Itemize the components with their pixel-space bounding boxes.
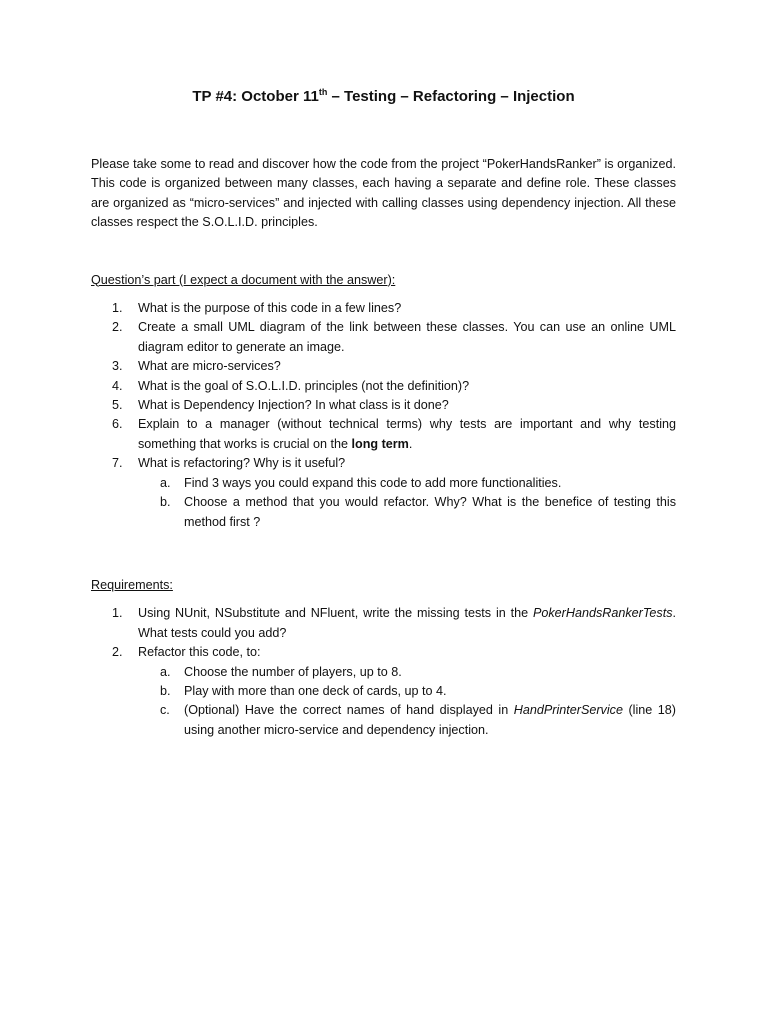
list-item-text: Using NUnit, NSubstitute and NFluent, write the missing tests in the (138, 606, 533, 621)
list-item-text: What is the goal of S.O.L.I.D. principles (not the definition)? (138, 378, 470, 393)
list-item (91, 396, 676, 415)
sub-list-item-text: Choose a method that you would refactor. Why? What is the benefice of testing this method first ? (184, 495, 676, 529)
requirements-list (91, 604, 676, 740)
list-item (91, 604, 676, 643)
questions-list (91, 299, 676, 532)
list-item-text: What are micro-services? (138, 359, 281, 374)
sub-list (138, 474, 676, 532)
sub-list-item (138, 663, 676, 682)
list-item (91, 357, 676, 376)
title-suffix: – Testing – Refactoring – Injection (327, 88, 575, 105)
list-number: 4. (112, 378, 123, 393)
emphasis-long-term: long term (351, 436, 409, 451)
sub-list-item (138, 682, 676, 701)
sub-list-item-text: Play with more than one deck of cards, up to 4. (184, 683, 447, 698)
sub-list-letter: a. (160, 475, 171, 490)
list-number: 5. (112, 398, 123, 413)
requirements-heading: Requirements: (91, 577, 173, 592)
sub-list-item-text: Find 3 ways you could expand this code to add more functionalities. (184, 475, 562, 490)
list-item-text: Refactor this code, to: (138, 645, 261, 660)
class-name-tests: PokerHandsRankerTests (532, 606, 673, 621)
sub-list-letter: b. (160, 495, 171, 510)
list-number: 7. (112, 456, 123, 471)
list-number: 3. (112, 359, 123, 374)
list-item (91, 318, 676, 357)
list-item-text: What is the purpose of this code in a few lines? (138, 301, 402, 316)
list-item (91, 377, 676, 396)
list-item (91, 643, 676, 740)
list-item-text: What is Dependency Injection? In what class is it done? (138, 398, 449, 413)
document-page (91, 86, 676, 740)
sub-list-item (138, 493, 676, 532)
intro-paragraph: Please take some to read and discover how the code from the project “PokerHandsRanker” is organized. This code is organized between many classes, each having a separate and define role. These classes are organized as “micro-services” and injected with calling classes using dependency injection. All these classes respect the S.O.L.I.D. principles. (91, 157, 676, 230)
list-item-text: Explain to a manager (without technical terms) why tests are important and why testing something that works is crucial on the (138, 417, 676, 451)
sub-list-item-text: (Optional) Have the correct names of hand displayed in (184, 703, 514, 718)
list-item (91, 299, 676, 318)
document-title (91, 86, 676, 108)
title-superscript: th (318, 87, 328, 97)
list-item-text: What is refactoring? Why is it useful? (138, 456, 346, 471)
sub-list-letter: c. (160, 703, 170, 718)
sub-list-item-text: Choose the number of players, up to 8. (184, 664, 402, 679)
list-item-text-end: . What tests could you add? (138, 606, 676, 640)
list-item (91, 454, 676, 532)
list-number: 6. (112, 417, 123, 432)
sub-list-item-text-end: (line 18) using another micro-service and dependency injection. (184, 703, 677, 737)
sub-list-letter: b. (160, 683, 171, 698)
sub-list-item (138, 474, 676, 493)
list-item (91, 415, 676, 454)
class-name-hand-printer: HandPrinterService (513, 703, 623, 718)
list-item-text: Create a small UML diagram of the link between these classes. You can use an online UML diagram editor to generate an image. (138, 320, 676, 354)
list-item-text-end: . (408, 436, 413, 451)
list-number: 2. (112, 320, 123, 335)
list-number: 2. (112, 645, 123, 660)
sub-list-item (138, 701, 676, 740)
sub-list-letter: a. (160, 664, 171, 679)
questions-heading: Question’s part (I expect a document with the answer): (91, 272, 396, 287)
title-prefix: TP #4: October 11 (192, 88, 319, 105)
list-number: 1. (112, 301, 123, 316)
list-number: 1. (112, 606, 123, 621)
sub-list (138, 663, 676, 741)
